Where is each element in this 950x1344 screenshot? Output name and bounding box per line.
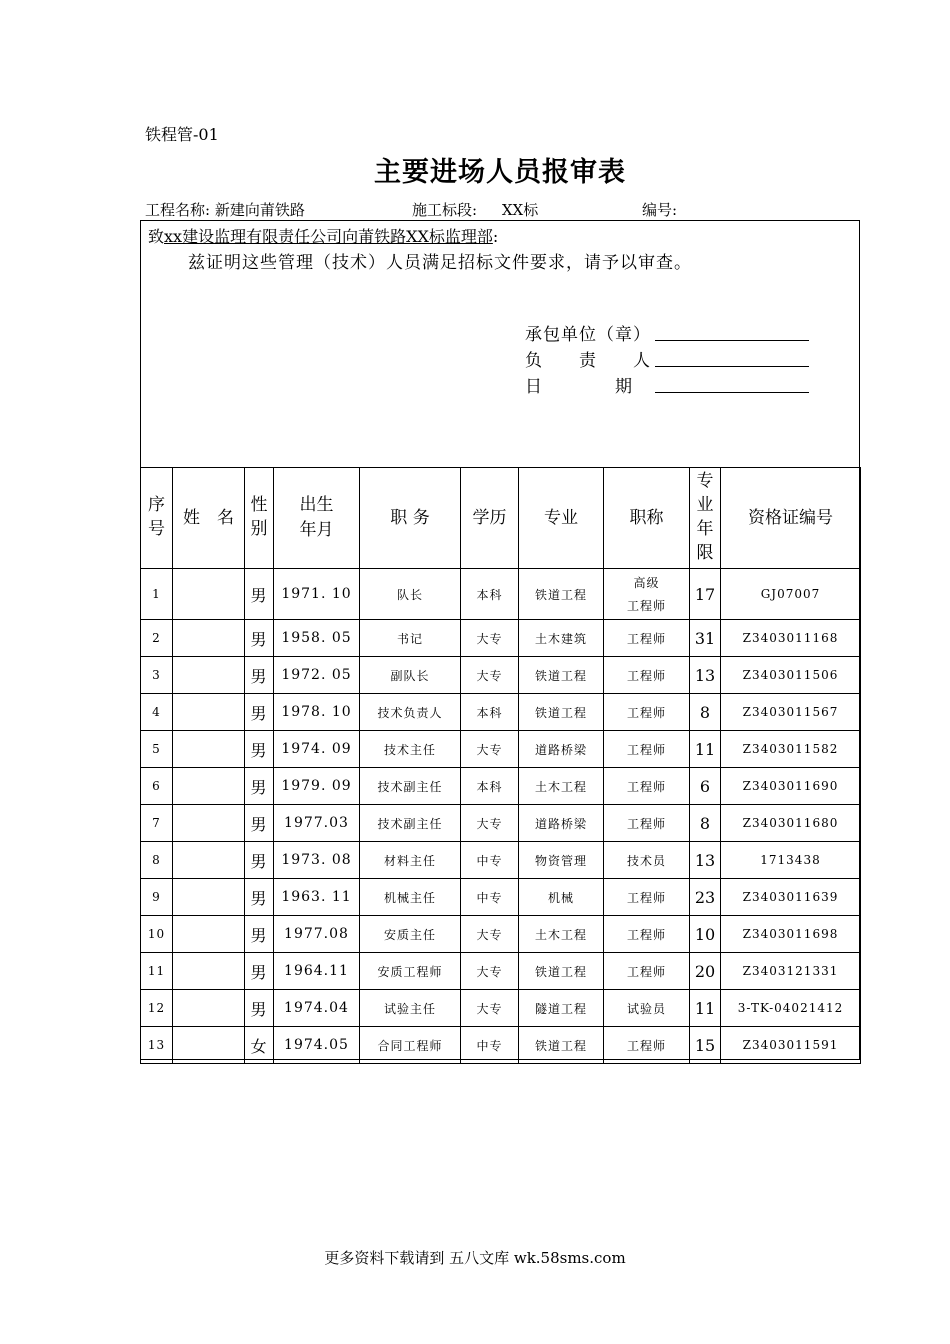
cell-title: 工程师 (604, 1027, 690, 1064)
header-birth: 出生 年月 (274, 468, 360, 569)
cell-education: 大专 (461, 990, 519, 1027)
cell-major: 铁道工程 (519, 953, 604, 990)
cell-education: 本科 (461, 694, 519, 731)
cell-major: 机械 (519, 879, 604, 916)
signature-date-line[interactable] (655, 392, 809, 393)
cell-no: 5 (141, 731, 173, 768)
cell-birth: 1973. 08 (274, 842, 360, 879)
cell-gender: 男 (245, 569, 274, 620)
cell-years: 15 (690, 1027, 721, 1064)
cell-name (173, 916, 245, 953)
signature-person-line[interactable] (655, 366, 809, 367)
cell-gender: 男 (245, 953, 274, 990)
cell-years: 11 (690, 731, 721, 768)
cell-position: 安质工程师 (360, 953, 461, 990)
header-years: 专业年限 (690, 468, 721, 569)
cell-cert: Z3403011168 (721, 620, 861, 657)
header-no: 序号 (141, 468, 173, 569)
cell-birth: 1977.08 (274, 916, 360, 953)
cell-gender: 男 (245, 916, 274, 953)
table-row (141, 916, 861, 953)
cell-cert: Z3403011698 (721, 916, 861, 953)
cell-cert: 3-TK-04021412 (721, 990, 861, 1027)
header-major: 专业 (519, 468, 604, 569)
letter-body: 兹证明这些管理（技术）人员满足招标文件要求，请予以审查。 (188, 253, 692, 273)
signature-unit (525, 320, 655, 345)
footer-note: 更多资料下载请到 五八文库 wk.58sms.com (324, 1249, 626, 1267)
cell-education: 中专 (461, 1027, 519, 1064)
cell-name (173, 731, 245, 768)
cell-position: 安质主任 (360, 916, 461, 953)
cell-birth: 1974.04 (274, 990, 360, 1027)
header-position: 职 务 (360, 468, 461, 569)
cell-position: 材料主任 (360, 842, 461, 879)
cell-position: 书记 (360, 620, 461, 657)
cell-name (173, 694, 245, 731)
cell-gender: 男 (245, 694, 274, 731)
cell-major: 土木建筑 (519, 620, 604, 657)
cell-birth: 1977.03 (274, 805, 360, 842)
cell-position: 技术负责人 (360, 694, 461, 731)
cell-title: 工程师 (604, 657, 690, 694)
project-name (145, 199, 305, 220)
cell-major: 铁道工程 (519, 1027, 604, 1064)
cell-birth: 1963. 11 (274, 879, 360, 916)
header-name: 姓 名 (173, 468, 245, 569)
project-label: 工程名称: (145, 201, 211, 219)
signature-date-label: 日 期 (525, 377, 633, 397)
signature-date (525, 372, 655, 397)
cell-major: 道路桥梁 (519, 731, 604, 768)
cell-major: 土木工程 (519, 768, 604, 805)
table-row (141, 842, 861, 879)
cell-name (173, 620, 245, 657)
cell-title: 工程师 (604, 916, 690, 953)
addressee (148, 224, 498, 247)
cell-cert: Z3403121331 (721, 953, 861, 990)
number-label: 编号: (642, 201, 678, 219)
cell-position: 机械主任 (360, 879, 461, 916)
table-header-row (141, 468, 861, 569)
table-row (141, 620, 861, 657)
cell-no: 3 (141, 657, 173, 694)
cell-years: 8 (690, 694, 721, 731)
cell-no: 8 (141, 842, 173, 879)
cell-no: 7 (141, 805, 173, 842)
cell-gender: 女 (245, 1027, 274, 1064)
cell-cert: Z3403011690 (721, 768, 861, 805)
cell-position: 合同工程师 (360, 1027, 461, 1064)
table-row (141, 694, 861, 731)
document-title: 主要进场人员报审表 (374, 157, 626, 188)
form-code: 铁程管-01 (145, 125, 219, 144)
cell-title: 工程师 (604, 953, 690, 990)
cell-name (173, 657, 245, 694)
cell-gender: 男 (245, 620, 274, 657)
cell-gender: 男 (245, 731, 274, 768)
cell-no: 10 (141, 916, 173, 953)
cell-education: 中专 (461, 842, 519, 879)
cell-name (173, 1027, 245, 1064)
cell-no: 9 (141, 879, 173, 916)
cell-major: 铁道工程 (519, 657, 604, 694)
cell-no: 13 (141, 1027, 173, 1064)
cell-name (173, 879, 245, 916)
cell-name (173, 953, 245, 990)
cell-title: 试验员 (604, 990, 690, 1027)
addressee-org: xx建设监理有限责任公司向莆铁路XX标监理部 (164, 227, 493, 246)
cell-cert: 1713438 (721, 842, 861, 879)
cell-years: 31 (690, 620, 721, 657)
cell-years: 11 (690, 990, 721, 1027)
cell-name (173, 842, 245, 879)
cell-birth: 1958. 05 (274, 620, 360, 657)
cell-position: 试验主任 (360, 990, 461, 1027)
cell-gender: 男 (245, 990, 274, 1027)
table-row (141, 1027, 861, 1064)
cell-title: 工程师 (604, 694, 690, 731)
cell-major: 道路桥梁 (519, 805, 604, 842)
signature-person-label: 负 责 人 (525, 351, 651, 371)
cell-major: 铁道工程 (519, 694, 604, 731)
cell-title: 工程师 (604, 879, 690, 916)
cell-major: 铁道工程 (519, 569, 604, 620)
cell-years: 20 (690, 953, 721, 990)
cell-birth: 1964.11 (274, 953, 360, 990)
cell-cert: Z3403011582 (721, 731, 861, 768)
cell-gender: 男 (245, 879, 274, 916)
cell-title: 工程师 (604, 805, 690, 842)
table-row (141, 768, 861, 805)
table-row (141, 805, 861, 842)
cell-birth: 1971. 10 (274, 569, 360, 620)
header-title: 职称 (604, 468, 690, 569)
section-value: XX标 (501, 201, 539, 219)
cell-no: 6 (141, 768, 173, 805)
cell-no: 4 (141, 694, 173, 731)
cell-position: 副队长 (360, 657, 461, 694)
cell-education: 本科 (461, 768, 519, 805)
cell-position: 技术副主任 (360, 805, 461, 842)
cell-education: 中专 (461, 879, 519, 916)
header-cert: 资格证编号 (721, 468, 861, 569)
cell-title: 工程师 (604, 620, 690, 657)
project-value: 新建向莆铁路 (214, 201, 305, 219)
addressee-prefix: 致 (148, 227, 165, 246)
section-label: 施工标段: (412, 201, 478, 219)
cell-cert: Z3403011567 (721, 694, 861, 731)
construction-section (412, 199, 538, 220)
cell-name (173, 768, 245, 805)
cell-no: 11 (141, 953, 173, 990)
cell-name (173, 990, 245, 1027)
cell-education: 大专 (461, 805, 519, 842)
staff-table (140, 467, 861, 1064)
header-education: 学历 (461, 468, 519, 569)
cell-years: 10 (690, 916, 721, 953)
cell-years: 23 (690, 879, 721, 916)
cell-education: 本科 (461, 569, 519, 620)
cell-years: 17 (690, 569, 721, 620)
cell-no: 1 (141, 569, 173, 620)
cell-education: 大专 (461, 953, 519, 990)
cell-cert: GJ07007 (721, 569, 861, 620)
table-row (141, 990, 861, 1027)
cell-years: 6 (690, 768, 721, 805)
cell-education: 大专 (461, 657, 519, 694)
cell-no: 2 (141, 620, 173, 657)
cell-major: 物资管理 (519, 842, 604, 879)
cell-years: 13 (690, 842, 721, 879)
signature-person (525, 346, 655, 371)
cell-cert: Z3403011506 (721, 657, 861, 694)
table-row (141, 657, 861, 694)
cell-gender: 男 (245, 805, 274, 842)
cell-cert: Z3403011639 (721, 879, 861, 916)
cell-education: 大专 (461, 620, 519, 657)
cell-major: 土木工程 (519, 916, 604, 953)
addressee-suffix: : (492, 227, 499, 246)
cell-cert: Z3403011591 (721, 1027, 861, 1064)
cell-name (173, 569, 245, 620)
cell-position: 队长 (360, 569, 461, 620)
table-row (141, 953, 861, 990)
signature-unit-line[interactable] (655, 340, 809, 341)
header-gender: 性别 (245, 468, 274, 569)
cell-title: 工程师 (604, 731, 690, 768)
cell-education: 大专 (461, 731, 519, 768)
cell-position: 技术主任 (360, 731, 461, 768)
signature-unit-label: 承包单位（章） (525, 325, 651, 345)
cell-title: 工程师 (604, 768, 690, 805)
cell-birth: 1972. 05 (274, 657, 360, 694)
table-row (141, 569, 861, 620)
cell-years: 8 (690, 805, 721, 842)
cell-birth: 1979. 09 (274, 768, 360, 805)
cell-years: 13 (690, 657, 721, 694)
cell-name (173, 805, 245, 842)
cell-gender: 男 (245, 657, 274, 694)
cell-birth: 1974. 09 (274, 731, 360, 768)
cell-birth: 1974.05 (274, 1027, 360, 1064)
cell-no: 12 (141, 990, 173, 1027)
table-row (141, 879, 861, 916)
cell-position: 技术副主任 (360, 768, 461, 805)
cell-title: 高级 工程师 (604, 569, 690, 620)
cell-cert: Z3403011680 (721, 805, 861, 842)
cell-gender: 男 (245, 768, 274, 805)
cell-major: 隧道工程 (519, 990, 604, 1027)
letter-section (140, 220, 860, 467)
document-number (642, 199, 677, 220)
cell-education: 大专 (461, 916, 519, 953)
cell-birth: 1978. 10 (274, 694, 360, 731)
cell-gender: 男 (245, 842, 274, 879)
cell-title: 技术员 (604, 842, 690, 879)
table-row (141, 731, 861, 768)
